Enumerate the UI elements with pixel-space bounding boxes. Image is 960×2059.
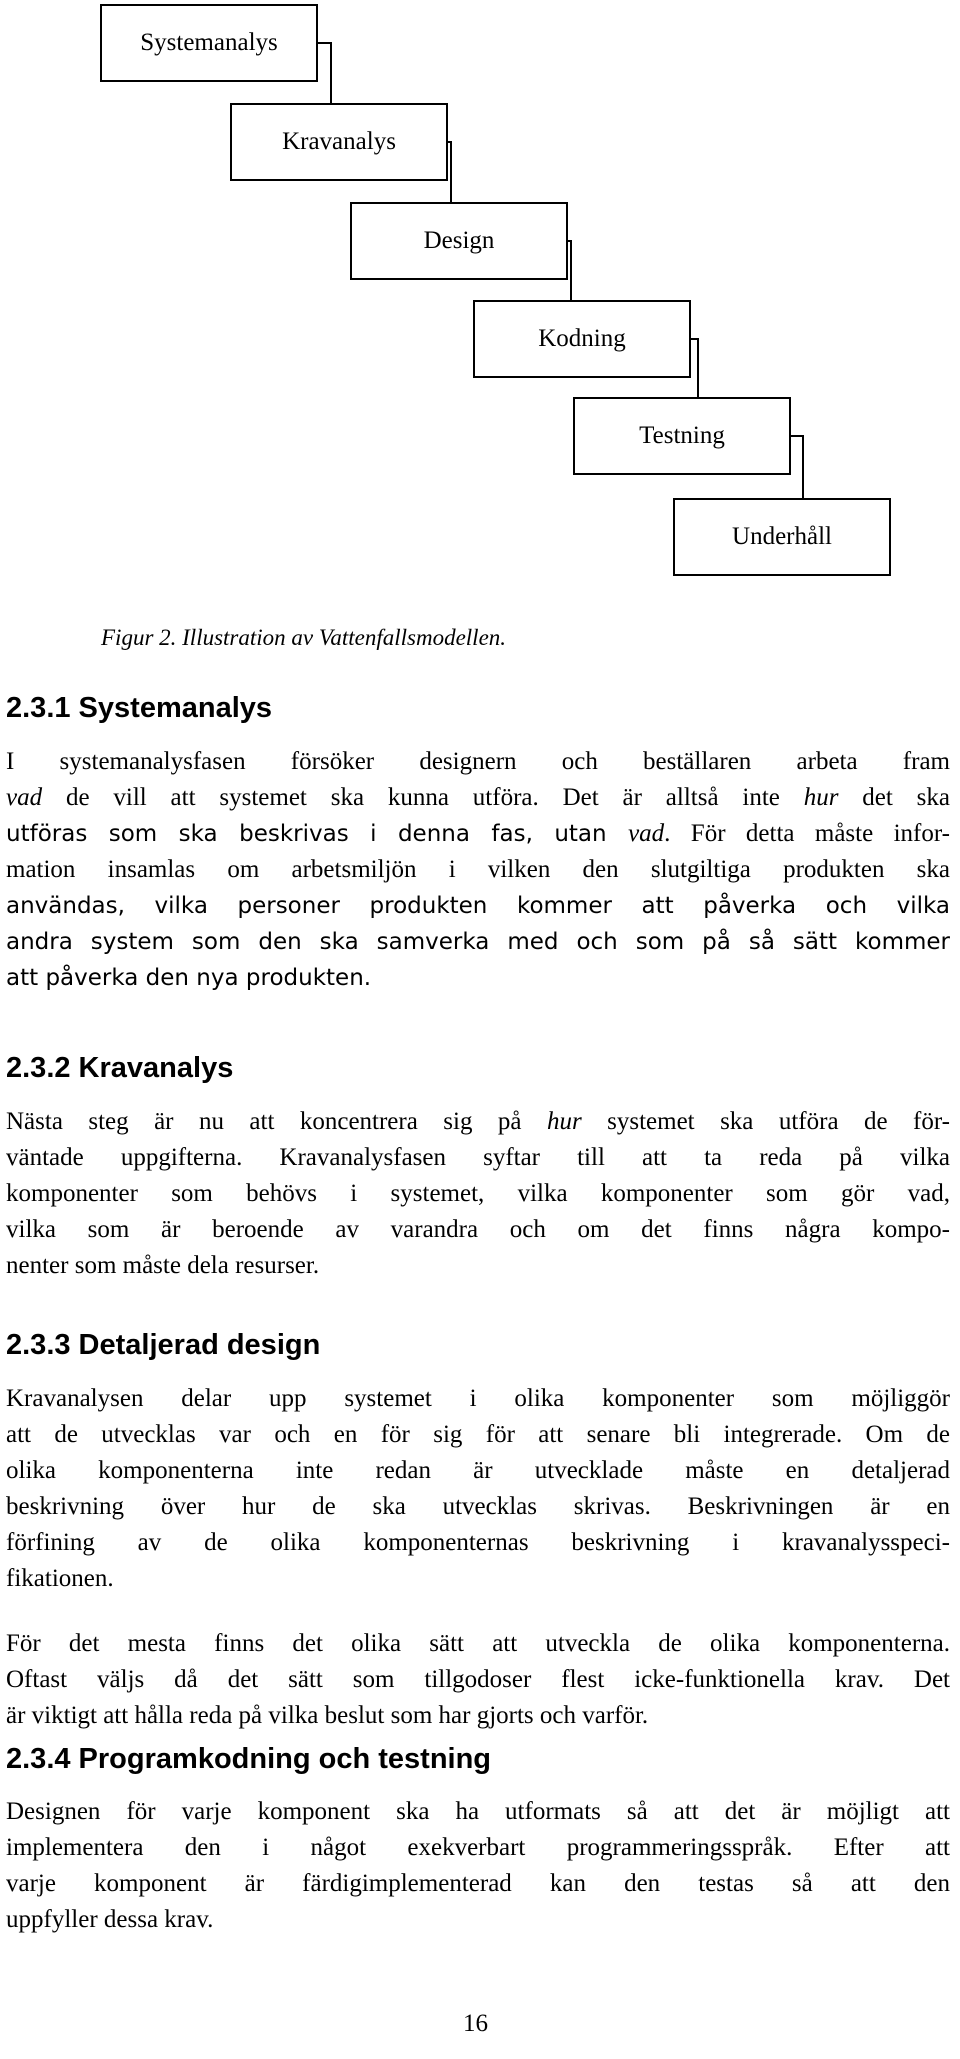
text-line: För det mesta finns det olika sätt att utveckla de olika komponenterna. bbox=[6, 1630, 950, 1657]
text-line bbox=[6, 1248, 950, 1284]
systemanalys-box: Systemanalys bbox=[100, 4, 318, 82]
underhall-box: Underhåll bbox=[673, 498, 891, 576]
text-line bbox=[6, 960, 950, 996]
emphasis: vad bbox=[628, 820, 665, 847]
text-run: att påverka den nya produkten. bbox=[6, 965, 372, 991]
text-line bbox=[6, 780, 950, 816]
text-line: fikationen. bbox=[6, 1565, 114, 1592]
text-line: varje komponent är färdigimplementerad kan den testas så att den bbox=[6, 1870, 950, 1897]
paragraph-detaljerad-design-2 bbox=[6, 1626, 950, 1734]
text-run: Nästa steg är nu att koncentrera sig på bbox=[6, 1108, 547, 1135]
text-run: de vill att systemet ska kunna utföra. Det är alltså inte bbox=[42, 784, 804, 811]
text-line bbox=[6, 1140, 950, 1176]
text-line: Designen för varje komponent ska ha utformats så att det är möjligt att bbox=[6, 1798, 950, 1825]
text-line: förfining av de olika komponenternas beskrivning i kravanalysspeci- bbox=[6, 1529, 950, 1556]
text-run: andra system som den ska samverka med och som på så sätt kommer bbox=[6, 929, 950, 955]
text-line bbox=[6, 888, 950, 924]
emphasis: hur bbox=[546, 1108, 582, 1135]
text-line: är viktigt att hålla reda på vilka beslut som har gjorts och varför. bbox=[6, 1702, 649, 1729]
text-run: I systemanalysfasen försöker designern och beställaren arbeta fram bbox=[6, 748, 950, 775]
kodning-box: Kodning bbox=[473, 300, 691, 378]
text-line: uppfyller dessa krav. bbox=[6, 1906, 214, 1933]
waterfall-diagram bbox=[0, 0, 960, 600]
text-run: . För detta måste infor- bbox=[664, 820, 950, 847]
section-heading-systemanalys: 2.3.1 Systemanalys bbox=[6, 692, 273, 724]
text-line: olika komponenterna inte redan är utvecklade måste en detaljerad bbox=[6, 1457, 950, 1484]
text-run: vilka som är beroende av varandra och om det finns några kompo- bbox=[6, 1216, 950, 1243]
text-line bbox=[6, 1176, 950, 1212]
text-line: att de utvecklas var och en för sig för att senare bli integrerade. Om de bbox=[6, 1421, 950, 1448]
text-line: Kravanalysen delar upp systemet i olika komponenter som möjliggör bbox=[6, 1385, 950, 1412]
text-line bbox=[6, 852, 950, 888]
emphasis: hur bbox=[803, 784, 839, 811]
testning-box: Testning bbox=[573, 397, 791, 475]
paragraph-detaljerad-design-1 bbox=[6, 1381, 950, 1597]
page-number: 16 bbox=[463, 2010, 488, 2037]
text-run: väntade uppgifterna. Kravanalysfasen syftar till att ta reda på vilka bbox=[6, 1144, 950, 1171]
text-line bbox=[6, 924, 950, 960]
paragraph-systemanalys bbox=[6, 744, 950, 996]
text-run: komponenter som behövs i systemet, vilka komponenter som gör vad, bbox=[6, 1180, 950, 1207]
section-heading-kravanalys: 2.3.2 Kravanalys bbox=[6, 1052, 234, 1084]
emphasis: vad bbox=[6, 784, 43, 811]
text-line bbox=[6, 744, 950, 780]
text-run: mation insamlas om arbetsmiljön i vilken den slutgiltiga produkten ska bbox=[6, 856, 950, 883]
text-run: systemet ska utföra de för- bbox=[581, 1108, 950, 1135]
text-run: utföras som ska beskrivas i denna fas, utan bbox=[6, 821, 629, 847]
section-heading-programkodning: 2.3.4 Programkodning och testning bbox=[6, 1743, 492, 1775]
text-run: användas, vilka personer produkten kommer att påverka och vilka bbox=[6, 893, 950, 919]
design-box: Design bbox=[350, 202, 568, 280]
paragraph-programkodning bbox=[6, 1794, 950, 1938]
text-line: beskrivning över hur de ska utvecklas skrivas. Beskrivningen är en bbox=[6, 1493, 950, 1520]
text-line bbox=[6, 1104, 950, 1140]
text-line bbox=[6, 816, 950, 852]
section-heading-detaljerad-design: 2.3.3 Detaljerad design bbox=[6, 1329, 321, 1361]
figure-caption: Figur 2. Illustration av Vattenfallsmodellen. bbox=[101, 625, 507, 650]
text-run: nenter som måste dela resurser. bbox=[6, 1252, 320, 1279]
kravanalys-box: Kravanalys bbox=[230, 103, 448, 181]
paragraph-kravanalys bbox=[6, 1104, 950, 1284]
text-line bbox=[6, 1212, 950, 1248]
text-line: Oftast väljs då det sätt som tillgodoser flest icke-funktionella krav. Det bbox=[6, 1666, 950, 1693]
text-line: implementera den i något exekverbart programmeringsspråk. Efter att bbox=[6, 1834, 950, 1861]
text-run: det ska bbox=[838, 784, 950, 811]
